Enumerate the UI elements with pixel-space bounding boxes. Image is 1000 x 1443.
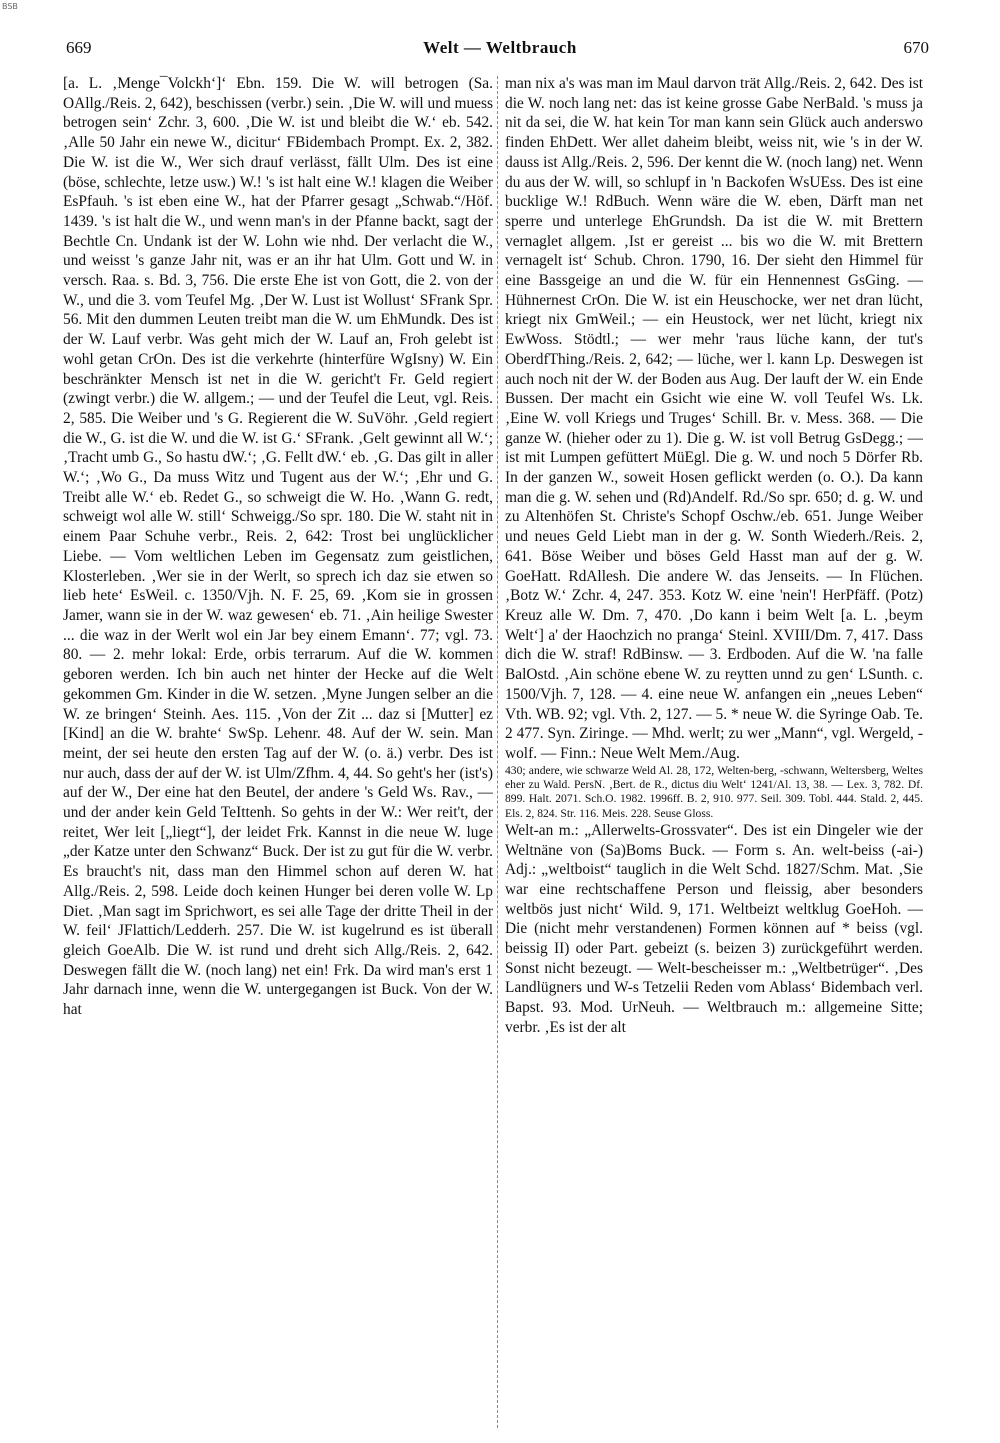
running-title: Welt — Weltbrauch xyxy=(423,38,577,57)
library-watermark: BSB xyxy=(2,2,18,11)
left-column xyxy=(63,74,493,1434)
column-divider xyxy=(497,76,498,1428)
page-number-right: 670 xyxy=(903,38,929,57)
left-column-text: [a. L. ‚Menge¯Volckh‘]‘ Ebn. 159. Die W. will betrogen (Sa. OAllg./Reis. 2, 642), beschissen (verbr.) sein. ‚Die W. will und muess betrogen sein‘ Zchr. 3, 600. ‚Die W. ist und bleibt die W.‘ eb. 542. ‚Alle 50 Jahr ein newe W., dicitur‘ FBidembach Prompt. Ex. 2, 382. Die W. ist die W., Wer sich drauf verlässt, fällt Ulm. Des ist eine (böse, schlechte, letze usw.) W.! 's ist halt eine W.! klagen die Weiber EsPfauh. 's ist eben eine W., hat der Pfarrer gesagt „Schwab.“/Höf. 1439. 's ist halt die W., und wenn man's in der Pfanne backt, sagt der Bechtle Cn. Undank ist der W. Lohn wie nhd. Der verlacht die W., und weisst 's ganze Jahr nit, was er an ihr hat Ulm. Gott und W. in versch. Raa. s. Bd. 3, 756. Die erste Ehe ist von Gott, die 2. von der W., und die 3. vom Teufel Mg. ‚Der W. Lust ist Wollust‘ SFrank Spr. 56. Mit den dummen Leuten treibt man die W. um EhMundk. Des ist der W. Lauf verbr. Was geht mich der W. Lauf an, Froh gelebt ist wohl getan CrOn. Des ist die verkehrte (hinterfüre WgIsny) W. Ein beschränkter Mensch ist net in die W. gericht't Fr. Geld regiert (zwingt verbr.) die W. allgem.; — und der Teufel die Leut, vgl. Reis. 2, 585. Die Weiber und 's G. Regierent die W. SuVöhr. ‚Geld regiert die W., G. ist die W. und die W. ist G.‘ SFrank. ‚Gelt gewinnt all W.‘; ‚Tracht umb G., So hastu dW.‘; ‚G. Fellt dW.‘ eb. ‚G. Das gilt in aller W.‘; ‚Wo G., Da muss Witz und Tugent aus der W.‘; ‚Ehr und G. Treibt alle W.‘ eb. Redet G., so schweigt die W. Ho. ‚Wann G. redt, schweigt wol alle W. still‘ Schweigg./So spr. 180. Die W. staht nit in einem Paar Schuhe verbr., Reis. 2, 642: Trost bei unglücklicher Liebe. — Vom weltlichen Leben im Gegensatz zum geistlichen, Klosterleben. ‚Wer sie in der Werlt, so sprech ich daz sie etwen so lieb hete‘ EsWeil. c. 1350/Vjh. N. F. 25, 69. ‚Kom sie in grossen Jamer, wann sie in der W. waz gewesen‘ eb. 71. ‚Ain heilige Swester ... die waz in der Werlt wol ein Jar bey einem Emann‘. 77; vgl. 73. 80. — 2. mehr lokal: Erde, orbis terrarum. Auf die W. kommen geboren werden. Ich bin auch net hinter der Hecke auf die Welt gekommen Gm. Kinder in die W. setzen. ‚Myne Jungen selber an die W. ze bringen‘ Steinh. Aes. 115. ‚Von der Zit ... daz si [Mutter] ez [Kind] an die W. brahte‘ SwSp. Lehenr. 48. Auf der W. sein. Man meint, der sei heute den ersten Tag auf der W. (o. ä.) verbr. Des ist nur auch, dass der auf der W. ist Ulm/Zfhm. 4, 44. So geht's her (ist's) auf der W., Der eine hat den Beutel, der andere 's Geld Ws. Rav., — und der ander kein Geld TeIttenh. So gehts in der W.: Wer reit't, der reitet, Wer leit [„liegt“], der leidet Frk. Kannst in die neue W. luge „der Katze unter den Schwanz“ Buck. Der ist zu gut für die W. verbr. Es braucht's nit, dass man den Himmel schon auf deren W. hat Allg./Reis. 2, 598. Leide doch keinen Hunger bei deren volle W. Lp Diet. ‚Man sagt im Sprichwort, es sei alle Tage der dritte Theil in der W. feil‘ JFlattich/Ledderh. 257. Die W. ist kugelrund es ist überall gleich GoeAlb. Die W. ist rund und dreht sich Allg./Reis. 2, 642. Deswegen fällt die W. (noch lang) net ein! Frk. Da wird man's erst 1 Jahr darnach inne, wenn die W. untergegangen ist Buck. Von der W. hat xyxy=(63,75,493,1019)
page-header xyxy=(0,38,1000,60)
page-number-left: 669 xyxy=(66,38,92,57)
right-column-text-continued: Welt-an m.: „Allerwelts-Grossvater“. Des ist ein Dingeler wie der Weltnäne von (Sa)Boms Buck. — Form s. An. welt-beiss (-ai-) Adj.: „weltboist“ tauglich in die Welt Schd. 1827/Schm. Mat. ‚Sie war eine rechtschaffene Person und fleissig, aber besonders weltbös just nicht‘ Wild. 9, 171. Weltbeizt weltklug GoeHoh. — Die (nicht mehr verstandenen) Formen können auf * beiss (vgl. beissig II) oder Part. gebeizt (s. beizen 3) zurückgeführt werden. Sonst nicht bezeugt. — Welt-bescheisser m.: „Weltbetrüger“. ‚Des Landlügners und W-s Tetzelii Reden vom Ablass‘ Bidembach verl. Bapst. 93. Mod. UrNeuh. — Weltbrauch m.: allgemeine Sitte; verbr. ‚Es ist der alt xyxy=(505,821,923,1036)
right-column-text: man nix a's was man im Maul darvon trät Allg./Reis. 2, 642. Des ist die W. noch lang net: das ist keine grosse Gabe NerBald. 's muss ja nit da sei, die W. hat kein Tor man kann sein Glück auch anderswo finden EhDett. Wer allet daheim bleibt, weiss nit, wie 's in der W. dauss ist Allg./Reis. 2, 596. Der kennt die W. (noch lang) net. Wenn du aus der W. will, so schlupf in 'n Backofen WsUEss. Des ist eine bucklige W.! RdBuch. Wenn wäre die W. eben, Därft man net sperre und unterlege EhGrundsh. Da ist die W. mit Brettern vernaglet allgem. ‚Ist er gereist ... bis wo die W. mit Brettern vernagelt ist‘ Schub. Chron. 1790, 16. Der sieht den Himmel für eine Bassgeige an und die W. für ein Hennennest GsGing. — Hühnernest CrOn. Die W. ist ein Heuschocke, wer net dran lücht, kriegt nix GmWeil.; — ein Heustock, wer net lücht, kriegt nix EwWoss. Stödtl.; — wer mehr 'raus lüche kann, der tut's OberdfThing./Reis. 2, 642; — lüche, wer l. kann Lp. Deswegen ist auch noch nit der W. der Boden aus Aug. Der lauft der W. ein Ende Bussen. Der macht ein Gsicht wie eine W. voll Teufel Ws. Lk. ‚Eine W. voll Kriegs und Truges‘ Schill. Br. v. Mess. 368. — Die ganze W. (hieher oder zu 1). Die g. W. ist voll Betrug GsDegg.; — ist mit Lumpen gefüttert MüEgl. Die g. W. und noch 5 Dörfer Rb. In der ganzen W., soweit Hosen geflickt werden (o. O.). Da kann man die g. W. sehen und (Rd)Andelf. Rd./So spr. 650; d. g. W. und zu Altenhöfen St. Christe's Schopf Oschw./eb. 651. Junge Weiber und neues Geld Liebt man in der g. W. Sonth Wiederh./Reis. 2, 641. Böse Weiber und böses Geld Hasst man auf der g. W. GoeHatt. RdAllesh. Die andere W. das Jenseits. — In Flüchen. ‚Botz W.‘ Zchr. 4, 247. 353. Kotz W. eine 'nein'! HerPfäff. (Potz) Kreuz alle W. Dm. 7, 470. ‚Do kann i beim Welt [a. L. ‚beym Welt‘] a' der Haochzich no pranga‘ Steinl. XVIII/Dm. 7, 417. Dass dich die W. straf! RdBinsw. — 3. Erdboden. Auf die W. 'na falle BalOstd. ‚Ain schöne ebene W. zu reytten unnd zu gen‘ LSunth. c. 1500/Vjh. 7, 128. — 4. eine neue W. anfangen ein „neues Leben“ Vth. WB. 92; vgl. Vth. 2, 127. — 5. * neue W. die Syringe Oab. Te. 2 477. Syn. Ziringe. — Mhd. werlt; zu wer „Mann“, vgl. Wergeld, -wolf. — Finn.: Neue Welt Mem./Aug. xyxy=(505,75,923,762)
etymology-note: 430; andere, wie schwarze Weld Al. 28, 172, Welten-berg, -schwann, Weltersberg, Weltes eher zu Wald. PersN. ‚Bert. de R., dictus diu Welt‘ 1241/Al. 13, 38. — Lex. 3, 782. Df. 899. Halt. 2071. Sch.O. 1982. 1996ff. B. 2, 910. 977. Seil. 309. Tobl. 444. Stald. 2, 445. Els. 2, 824. Str. 116. Meis. 228. Seuse Gloss. xyxy=(505,763,923,820)
right-column xyxy=(505,74,923,1434)
